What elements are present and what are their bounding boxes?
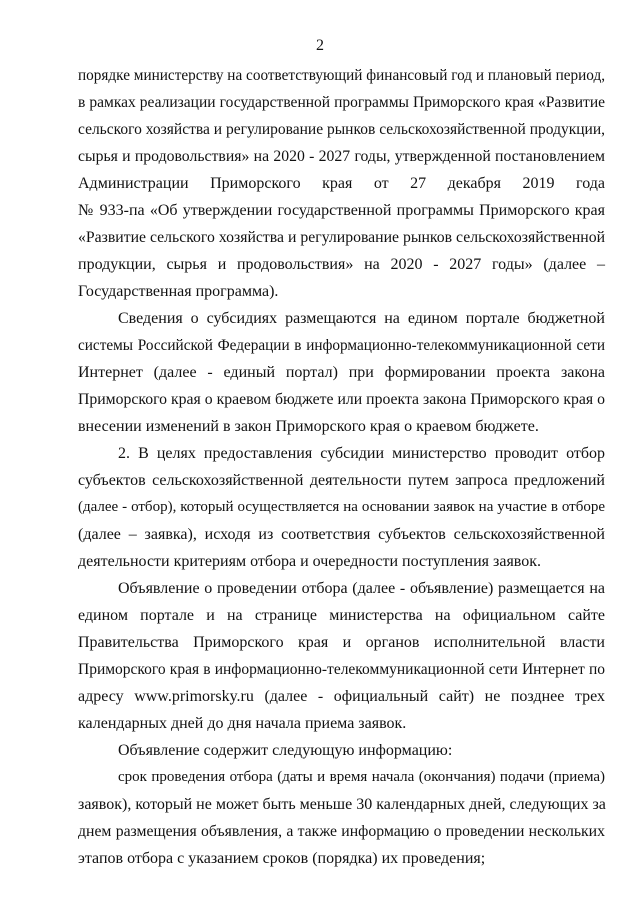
document-body (78, 62, 605, 872)
paragraph-2 (78, 305, 605, 440)
text-line: системы Российской Федерации в информационно-телекоммуникационной сети (78, 337, 605, 354)
paragraph-5 (78, 737, 605, 764)
text-line: Правительства Приморского края и органов исполнительной власти (78, 634, 605, 651)
text-line: Приморского края в информационно-телекоммуникационной сети Интернет по (78, 661, 605, 678)
paragraph-1 (78, 62, 605, 305)
text-line: (далее – заявка), исходя из соответствия субъектов сельскохозяйственной (78, 526, 605, 543)
text-line: в рамках реализации государственной программы Приморского края «Развитие (78, 94, 605, 111)
text-line: календарных дней до дня начала приема заявок. (78, 715, 407, 732)
text-line: Администрации Приморского края от 27 декабря 2019 года (78, 175, 605, 192)
text-line: заявок), который не может быть меньше 30 календарных дней, следующих за (78, 796, 606, 813)
text-line: Интернет (далее - единый портал) при формировании проекта закона (78, 364, 605, 381)
text-line: «Развитие сельского хозяйства и регулирование рынков сельскохозяйственной (78, 229, 605, 246)
text-line: Государственная программа). (78, 283, 279, 300)
text-line: Объявление о проведении отбора (далее - объявление) размещается на (118, 580, 605, 597)
paragraph-6 (78, 764, 605, 872)
page-number: 2 (316, 37, 324, 54)
text-line: № 933-па «Об утверждении государственной программы Приморского края (78, 202, 605, 219)
text-line: сельского хозяйства и регулирование рынков сельскохозяйственной продукции, (78, 121, 605, 138)
text-line: порядке министерству на соответствующий финансовый год и плановый период, (78, 67, 606, 84)
text-line: Объявление содержит следующую информацию: (118, 742, 453, 759)
text-line: 2. В целях предоставления субсидии министерство проводит отбор (118, 445, 605, 462)
paragraph-3 (78, 440, 605, 575)
text-line: едином портале и на странице министерства на официальном сайте (78, 607, 605, 624)
text-line: деятельности критериям отбора и очередности поступления заявок. (78, 553, 542, 570)
paragraph-4 (78, 575, 605, 737)
text-line: Приморского края о краевом бюджете или проекта закона Приморского края о (78, 391, 605, 408)
text-line: адресу www.primorsky.ru (далее - официальный сайт) не позднее трех (78, 688, 605, 705)
text-line: этапов отбора с указанием сроков (порядка) их проведения; (78, 850, 486, 867)
text-line: (далее - отбор), который осуществляется на основании заявок на участие в отборе (78, 499, 605, 515)
text-line: срок проведения отбора (даты и время начала (окончания) подачи (приема) (118, 769, 605, 785)
text-line: продукции, сырья и продовольствия» на 2020 - 2027 годы» (далее – (78, 256, 605, 273)
text-line: Сведения о субсидиях размещаются на едином портале бюджетной (118, 310, 605, 327)
text-line: днем размещения объявления, а также информацию о проведении нескольких (78, 823, 605, 840)
text-line: сырья и продовольствия» на 2020 - 2027 годы, утвержденной постановлением (78, 148, 605, 165)
text-line: субъектов сельскохозяйственной деятельности путем запроса предложений (78, 472, 605, 489)
text-line: внесении изменений в закон Приморского края о краевом бюджете. (78, 418, 539, 435)
